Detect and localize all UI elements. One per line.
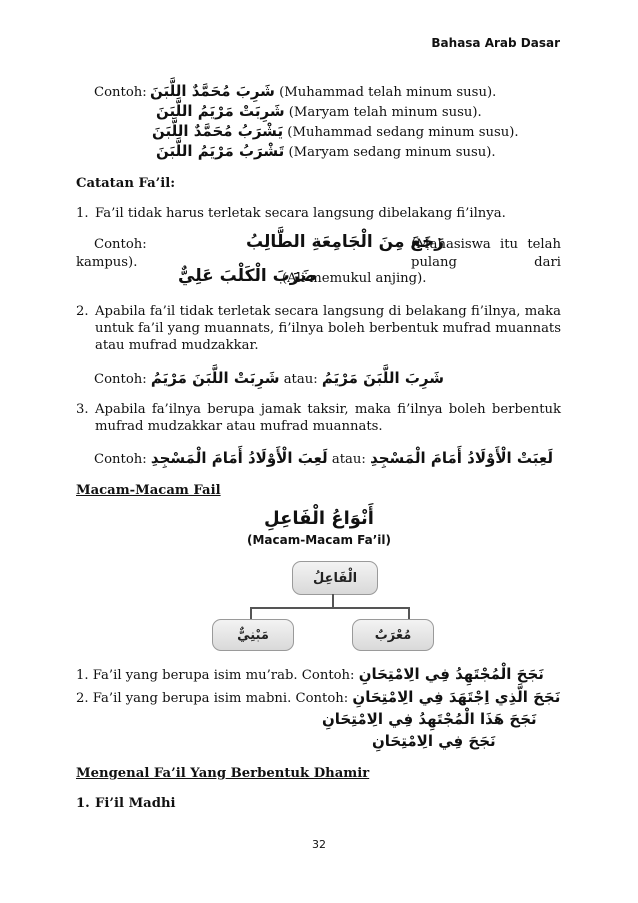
macam-extra-arabic-2: نَجَحَ فِي الِامْتِحَانِ [372, 732, 496, 750]
list-text: Fa’il yang berupa isim mabni. Contoh: [92, 691, 349, 706]
item-1-translation-cont: kampus). [76, 255, 138, 270]
diagram-connector-vertical [332, 594, 334, 608]
diagram-root-box: الْفَاعِلُ [292, 561, 378, 595]
item-1-number: 1. [76, 206, 89, 221]
dhamir-sub-number: 1. [76, 796, 90, 811]
diagram-connector-right [408, 607, 410, 619]
list-number: 1. [76, 668, 89, 683]
list-number: 2. [76, 691, 89, 706]
dhamir-heading: Mengenal Fa’il Yang Berbentuk Dhamir [76, 766, 370, 781]
item-1-arabic-example: رَجَعَ مِنَ الْجَامِعَةِ الطَّالِبُ [246, 232, 445, 252]
arabic-example: تَشْرَبُ مَرْيَمُ اللَّبَنَ [156, 142, 285, 160]
diagram-connector-left [250, 607, 252, 619]
contoh-row-4 [156, 142, 496, 162]
macam-arabic-title-wrap [0, 508, 638, 529]
translation: (Muhammad sedang minum susu). [287, 125, 519, 140]
contoh-row-2 [156, 102, 482, 122]
contoh-row-3 [152, 122, 519, 142]
arabic-example-a: لَعِبَ الْأَوْلَادُ أَمَامَ الْمَسْجِدِ [150, 449, 328, 467]
translation: (Muhammad telah minum susu). [279, 85, 497, 100]
macam-list-item-1 [76, 665, 544, 685]
arabic-example: نَجَحَ الَّذِي اِجْتَهَدَ فِي الِامْتِحَانِ [352, 688, 561, 706]
item-1-arabic-example-2: ضَرَبَ الْكَلْبَ عَلِيٌّ [178, 266, 317, 286]
arabic-example: يَشْرَبُ مُحَمَّدٌ اللَّبَنَ [152, 122, 284, 140]
page-number: 32 [312, 838, 326, 851]
arabic-example: نَجَحَ الْمُجْتَهِدُ فِي الِامْتِحَانِ [358, 665, 544, 683]
catatan-heading: Catatan Fa’il: [76, 176, 176, 191]
arabic-example-b: لَعِبَتْ الْأَوْلَادُ أَمَامَ الْمَسْجِدِ [370, 449, 553, 467]
item-3-number: 3. [76, 402, 89, 417]
item-3-line-2: mufrad mudzakkar atau mufrad muannats. [95, 419, 383, 434]
atau-label: atau: [331, 452, 366, 467]
translation: (Maryam telah minum susu). [288, 105, 482, 120]
item-1-translation: (Mahasiswa itu telah pulang dari [411, 237, 561, 270]
arabic-example-a: شَرِبَتْ اللَّبَنَ مَرْيَمُ [150, 369, 280, 387]
list-text: Fa’il yang berupa isim mu’rab. Contoh: [92, 668, 355, 683]
item-2-line-3: atau mufrad mudzakkar. [95, 338, 259, 353]
diagram-murab-box: مُعْرَبٌ [352, 619, 434, 651]
contoh-label: Contoh: [94, 372, 147, 387]
dhamir-sub-heading: Fi’il Madhi [95, 796, 176, 811]
macam-extra-arabic-1: نَجَحَ هَذَا الْمُجْتَهِدُ فِي الِامْتِحَانِ [322, 710, 537, 728]
arabic-example-b: شَرِبَ اللَّبَنَ مَرْيَمُ [321, 369, 444, 387]
macam-subtitle: (Macam-Macam Fa’il) [246, 533, 391, 547]
atau-label: atau: [283, 372, 318, 387]
item-1-translation-2: (Ali memukul anjing). [282, 271, 427, 286]
item-3-line-1: Apabila fa’ilnya berupa jamak taksir, maka fi’ilnya boleh berbentuk [95, 402, 561, 417]
macam-heading: Macam-Macam Fail [76, 483, 221, 498]
diagram-mabni-box: مَبْنِيٌّ [212, 619, 294, 651]
arabic-example: شَرِبَتْ مَرْيَمُ اللَّبَنَ [156, 102, 285, 120]
item-2-contoh [94, 369, 444, 389]
arabic-example: شَرِبَ مُحَمَّدٌ اللَّبَنَ [150, 82, 275, 100]
contoh-label: Contoh: [94, 85, 147, 100]
macam-arabic-title: أَنْوَاعُ الْفَاعِلِ [264, 508, 374, 529]
contoh-row-1 [150, 82, 496, 102]
item-2-line-2: untuk fa’il yang muannats, fi’ilnya boleh berbentuk mufrad muannats [95, 321, 561, 336]
diagram-connector-horizontal [250, 607, 410, 609]
item-1-text: Fa’il tidak harus terletak secara langsung dibelakang fi’ilnya. [95, 206, 506, 221]
running-header: Bahasa Arab Dasar [431, 36, 560, 50]
item-2-number: 2. [76, 304, 89, 319]
item-3-contoh [94, 449, 553, 469]
contoh-label: Contoh: [94, 452, 147, 467]
macam-list-item-2 [76, 688, 560, 708]
translation: (Maryam sedang minum susu). [288, 145, 496, 160]
item-1-contoh-label: Contoh: [94, 237, 147, 252]
item-2-line-1: Apabila fa’il tidak terletak secara langsung di belakang fi’ilnya, maka [95, 304, 561, 319]
